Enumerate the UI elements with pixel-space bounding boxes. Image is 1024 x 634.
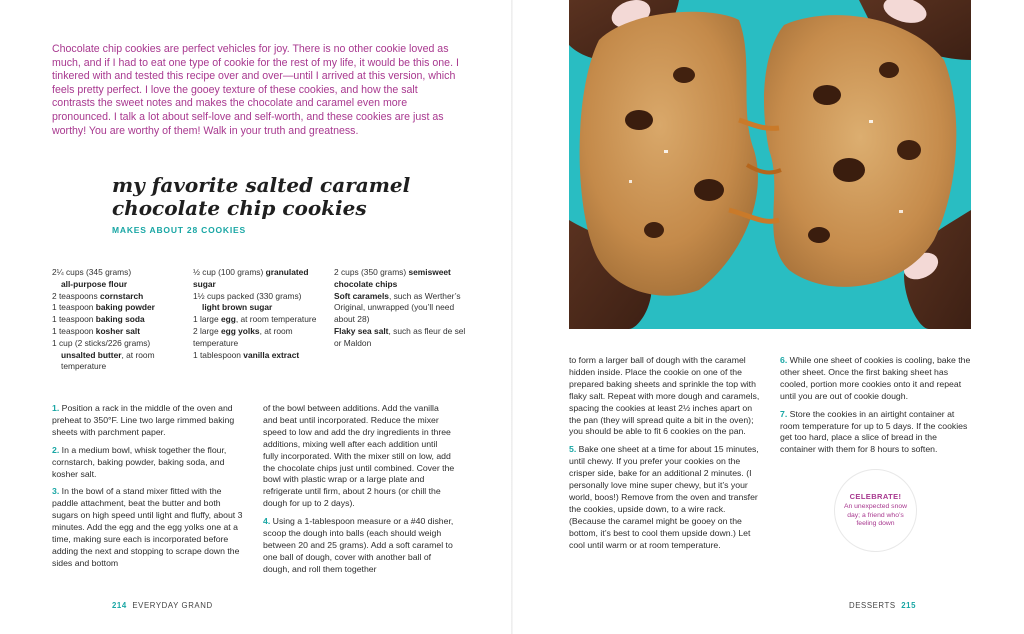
page-number-left: 214 (112, 601, 127, 610)
ingredient: Soft caramels, such as Werther’s Original, unwrapped (you’ll need about 28) (334, 290, 461, 325)
steps-column-3 (569, 355, 761, 558)
ingredient: 1 teaspoon kosher salt (52, 325, 141, 336)
recipe-title (112, 174, 452, 220)
ingredient: 1 cup (2 sticks/226 grams) unsalted butter, at room temperature (52, 337, 155, 372)
cookie-illustration (569, 0, 971, 329)
ingredients-column-1 (52, 267, 187, 373)
ingredient: 1 teaspoon baking soda (52, 314, 145, 325)
badge-title: CELEBRATE! (849, 492, 902, 502)
ingredient: 1 teaspoon baking powder (52, 302, 155, 313)
footer-left (112, 601, 213, 610)
ingredient: ½ cup (100 grams) granulated sugar (193, 267, 309, 289)
steps-column-1 (52, 403, 244, 576)
step-4-continued: to form a larger ball of dough with the caramel hidden inside. Place the cookie on one of the prepared baking sheets and sprinkle the top with flaky salt. Repeat with more dough and caramels, spacing the cookies at least 2½ inches apart on the pan (they will spread quite a bit in the oven); you should be able to fit 6 cookies on the pan. (569, 355, 760, 437)
ingredient: 2 cups (350 grams) semisweet chocolate chips (334, 267, 451, 289)
cookie-photo (569, 0, 971, 329)
step-6: 6. While one sheet of cookies is cooling, bake the other sheet. Once the first baking sheet has cooled, portion more cookies onto it and repeat until you are out of cookie dough. (780, 355, 971, 401)
ingredient: 1 tablespoon vanilla extract (193, 349, 300, 360)
step-3: 3. In the bowl of a stand mixer fitted with the paddle attachment, beat the butter and both sugars on high speed until light and fluffy, about 3 minutes. Add the egg and the egg yolks one at a time, making sure each is incorporated before adding the next and stopping to scrape down the sides and bottom (52, 486, 243, 568)
step-1: 1. Position a rack in the middle of the oven and preheat to 350°F. Line two large rimmed baking sheets with parchment paper. (52, 403, 235, 437)
step-3-continued: of the bowl between additions. Add the vanilla and beat until incorporated. Reduce the mixer speed to low and add the dry ingredients in three additions, mixing well after each addition until fully incorporated. With the mixer still on low, add the chocolate chips just until combined. Cover the bowl with plastic wrap or a large plate and refrigerate until firm, about 2 hours (or chill the dough for up to 2 days). (263, 403, 455, 509)
celebrate-badge (834, 469, 917, 552)
recipe-yield: MAKES ABOUT 28 COOKIES (112, 225, 246, 235)
page-gutter (511, 0, 513, 634)
ingredients-column-3 (334, 267, 469, 350)
footer-right (849, 601, 916, 610)
step-7: 7. Store the cookies in an airtight container at room temperature for up to 5 days. If the cookies get too hard, place a slice of bread in the container with them for 8 hours to soften. (780, 408, 968, 455)
headnote: Chocolate chip cookies are perfect vehicles for joy. There is no other cookie loved as much, and if I had to eat one type of cookie for the rest of my life, it would be this one. I tinkered with and tested this recipe over and over—until I arrived at this version, which feels pretty perfect. I love the gooey texture of these cookies, and how the salt contrasts the sweet notes and makes the chocolate and caramel even more pronounced. I talk a lot about self-love and self-worth, and these cookies are just as worthy! You are worthy of them! Walk in your truth and greatness. (52, 43, 459, 137)
footer-book-title: EVERYDAY GRAND (132, 601, 213, 610)
ingredient: 1 large egg, at room temperature (193, 314, 317, 325)
step-4: 4. Using a 1-tablespoon measure or a #40 disher, scoop the dough into balls (each should weigh between 20 and 25 grams). Add a soft caramel to one ball of dough, cover with another ball of dough, and roll them together (263, 516, 454, 574)
ingredients-column-2 (193, 267, 328, 361)
ingredient: 2¼ cups (345 grams) all-purpose flour (52, 267, 132, 289)
ingredient: Flaky sea salt, such as fleur de sel or Maldon (334, 325, 466, 348)
recipe-title-line-1: my favorite salted caramel (112, 173, 411, 197)
ingredient: 2 large egg yolks, at room temperature (193, 325, 293, 348)
badge-text: An unexpected snow day; a friend who’s feeling down (843, 503, 908, 528)
ingredient: 2 teaspoons cornstarch (52, 290, 144, 301)
ingredient: 1½ cups packed (330 grams) light brown sugar (193, 290, 302, 313)
recipe-title-line-2: chocolate chip cookies (112, 196, 367, 220)
steps-column-2 (263, 403, 455, 582)
footer-section-title: DESSERTS (849, 601, 896, 610)
steps-column-4 (780, 355, 972, 462)
page-number-right: 215 (901, 601, 917, 610)
step-5: 5. Bake one sheet at a time for about 15 minutes, until chewy. If you prefer your cookies on the crisper side, bake for an additional 2 minutes. (I personally love mine super chewy, but it’s your world, boos!) Remove from the oven and transfer the cookies, upside down, to a wire rack. (Because the caramel might be gooey on the bottom, it’s best to cool them upside down.) Let cool until warm or at room temperature. (569, 444, 759, 550)
step-2: 2. In a medium bowl, whisk together the flour, cornstarch, baking powder, baking soda, and kosher salt. (52, 444, 227, 479)
